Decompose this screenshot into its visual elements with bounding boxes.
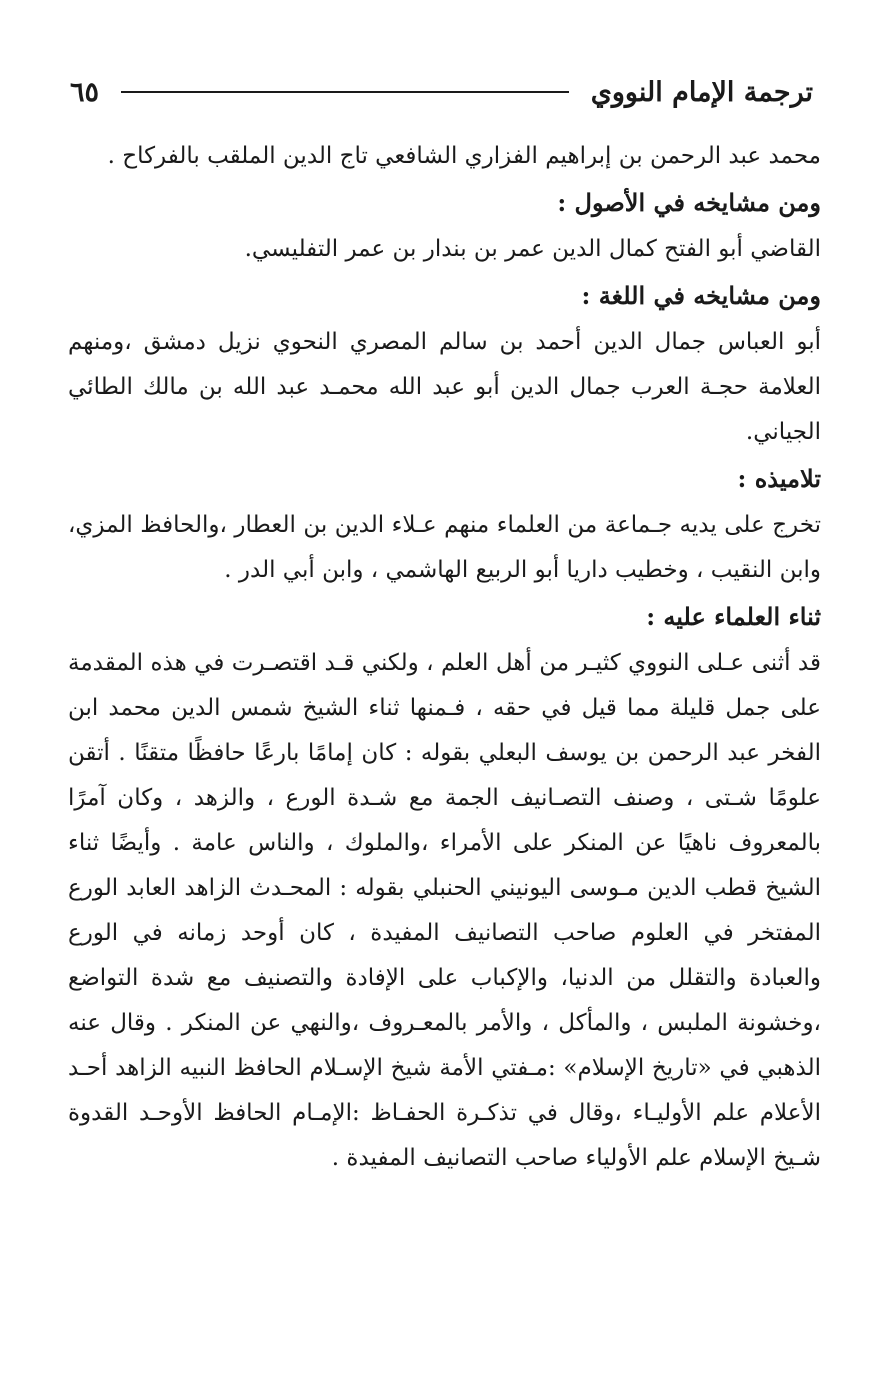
paragraph-usul: القاضي أبو الفتح كمال الدين عمر بن بندار بن عمر التفليسي. bbox=[244, 236, 821, 262]
paragraph-students: تخرج على يديه جـماعة من العلماء منهم عـلاء الدين بن العطار ،والحافظ المزي، وابن النقيب ، وخطيب داريا أبو الربيع الهاشمي ، وابن أبي الدر . bbox=[68, 512, 821, 583]
paragraph-lugha: أبو العباس جمال الدين أحمد بن سالم المصري النحوي نزيل دمشق ،ومنهم العلامة حجـة العرب جمال الدين أبو عبد الله محمـد عبد الله بن مالك الطائي الجياني. bbox=[68, 329, 821, 445]
paragraph-intro: محمد عبد الرحمن بن إبراهيم الفزاري الشافعي تاج الدين الملقب بالفركاح . bbox=[107, 143, 821, 169]
heading-lugha: ومن مشايخه في اللغة : bbox=[581, 281, 821, 310]
running-title: ترجمة الإمام النووي bbox=[590, 76, 813, 108]
header-rule bbox=[121, 91, 569, 93]
running-header bbox=[70, 70, 813, 114]
heading-usul: ومن مشايخه في الأصول : bbox=[557, 188, 821, 217]
heading-praise: ثناء العلماء عليه : bbox=[646, 602, 821, 631]
paragraph-praise: قد أثنى عـلى النووي كثيـر من أهل العلم ، ولكني قـد اقتصـرت في هذه المقدمة على جمل قليلة مما قيل في حقه ، فـمنها ثناء الشيخ شمس الدين محمد ابن الفخر عبد الرحمن بن يوسف البعلي بقوله : كان إمامًا بارعًا حافظًا متقنًا . أتقن علومًا شـتى ، وصنف التصـانيف الجمة مع شـدة الورع ، والزهد ، وكان آمرًا بالمعروف ناهيًا عن المنكر على الأمراء ،والملوك ، والناس عامة . وأيضًا ثناء الشيخ قطب الدين مـوسى اليونيني الحنبلي بقوله : المحـدث الزاهد العابد الورع المفتخر في العلوم صاحب التصانيف المفيدة ، كان أوحد زمانه في الورع والعبادة والتقلل من الدنيا، والإكباب على الإفادة والتصنيف مع شدة التواضع ،وخشونة الملبس ، والمأكل ، والأمر بالمعـروف ،والنهي عن المنكر . وقال عنه الذهبي في «تاريخ الإسلام» :مـفتي الأمة شيخ الإسـلام الحافظ النبيه الزاهد أحـد الأعلام علم الأوليـاء ،وقال في تذكـرة الحفـاظ :الإمـام الحافظ الأوحـد القدوة شـيخ الإسلام علم الأولياء صاحب التصانيف المفيدة . bbox=[68, 650, 821, 1171]
heading-students: تلاميذه : bbox=[737, 464, 821, 493]
body-text bbox=[68, 133, 821, 1181]
page-number: ٦٥ bbox=[70, 76, 100, 108]
